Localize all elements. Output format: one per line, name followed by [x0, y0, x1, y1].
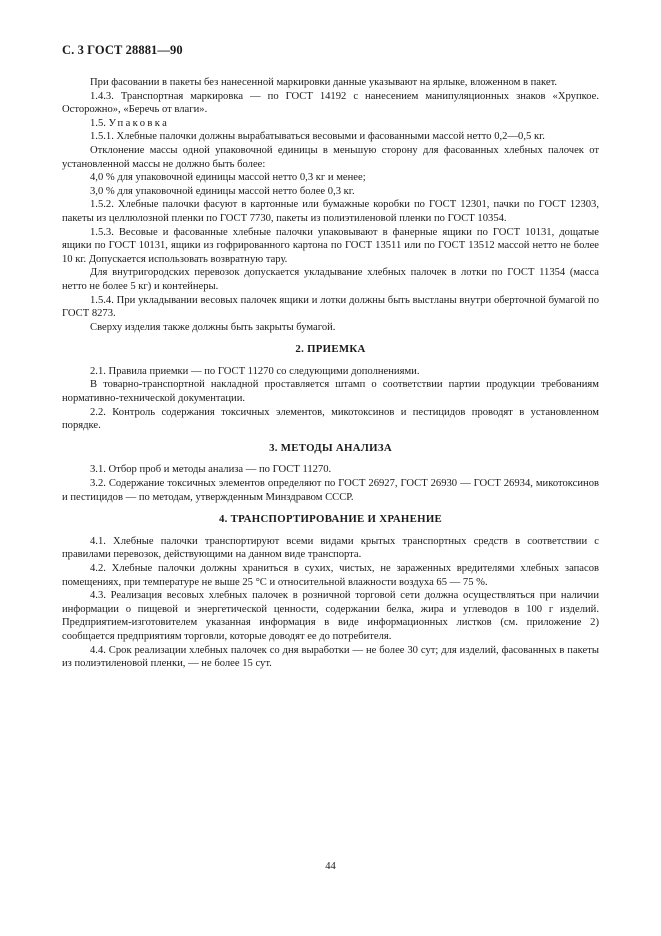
- paragraph: 1.5.3. Весовые и фасованные хлебные палочки упаковывают в фанерные ящики по ГОСТ 10131, дощатые ящики по ГОСТ 10131, ящики из гофрированного картона по ГОСТ 13511 или по ГОСТ 13512 массой нетто не более 10 кг. Допускается использовать возвратную тару.: [62, 226, 599, 265]
- paragraph: 4,0 % для упаковочной единицы массой нетто 0,3 кг и менее;: [90, 172, 366, 184]
- paragraph: Для внутригородских перевозок допускается укладывание хлебных палочек в лотки по ГОСТ 11354 (масса нетто не более 5 кг) и контейнеры.: [62, 267, 599, 292]
- paragraph: Отклонение массы одной упаковочной единицы в меньшую сторону для фасованных хлебных палочек от установленной массы не должно быть более:: [62, 144, 599, 170]
- paragraph: 4.2. Хлебные палочки должны храниться в сухих, чистых, не зараженных вредителями хлебных запасов помещениях, при температуре не выше 25 °С и относительной влажности воздуха 65 — 75 %.: [62, 563, 599, 588]
- paragraph: 1.5.4. При укладывании весовых палочек ящики и лотки должны быть выстланы внутри оберточной бумагой по ГОСТ 8273.: [62, 294, 599, 320]
- paragraph: 1.5.1. Хлебные палочки должны вырабатываться весовыми и фасованными массой нетто 0,2—0,5 кг.: [90, 131, 545, 143]
- page-header: С. 3 ГОСТ 28881—90: [62, 43, 183, 57]
- subsection-title: Упаковка: [108, 117, 170, 129]
- paragraph: 2.2. Контроль содержания токсичных элементов, микотоксинов и пестицидов проводят в установленном порядке.: [62, 406, 599, 432]
- paragraph: 4.4. Срок реализации хлебных палочек со дня выработки — не более 30 сут; для изделий, фасованных в пакеты из полиэтиленовой пленки, — не более 15 сут.: [62, 644, 599, 670]
- paragraph: 1.5.2. Хлебные палочки фасуют в картонные или бумажные коробки по ГОСТ 12301, пачки по ГОСТ 12303, пакеты из целлюлозной пленки по ГОСТ 7730, пакеты из полиэтиленовой пленки по ГОСТ 10354.: [62, 199, 599, 224]
- paragraph: 4.1. Хлебные палочки транспортируют всеми видами крытых транспортных средств в соответствии с правилами перевозок, действующими на данном виде транспорта.: [62, 535, 599, 561]
- paragraph: В товарно-транспортной накладной проставляется штамп о соответствии партии продукции требованиям нормативно-технической документации.: [62, 379, 599, 405]
- page-number: 44: [325, 861, 336, 872]
- paragraph: 1.4.3. Транспортная маркировка — по ГОСТ 14192 с нанесением манипуляционных знаков «Хрупкое. Осторожно», «Беречь от влаги».: [62, 90, 599, 116]
- section-heading-acceptance: 2. ПРИЕМКА: [295, 343, 366, 356]
- section-heading-transport: 4. ТРАНСПОРТИРОВАНИЕ И ХРАНЕНИЕ: [218, 513, 443, 526]
- subsection-heading: [62, 117, 599, 131]
- paragraph: 3,0 % для упаковочной единицы массой нетто более 0,3 кг.: [90, 185, 355, 197]
- paragraph: 3.2. Содержание токсичных элементов определяют по ГОСТ 26927, ГОСТ 26930 — ГОСТ 26934, микотоксинов и пестицидов — по методам, утвержденным Минздравом СССР.: [62, 478, 599, 503]
- paragraph: Сверху изделия также должны быть закрыты бумагой.: [90, 321, 336, 333]
- paragraph: 3.1. Отбор проб и методы анализа — по ГОСТ 11270.: [90, 464, 332, 476]
- paragraph: При фасовании в пакеты без нанесенной маркировки данные указывают на ярлыке, вложенном в пакет.: [90, 77, 558, 88]
- section-heading-methods: 3. МЕТОДЫ АНАЛИЗА: [269, 441, 392, 454]
- subsection-number: 1.5.: [90, 117, 106, 129]
- paragraph: 2.1. Правила приемки — по ГОСТ 11270 со следующими дополнениями.: [90, 365, 420, 377]
- document-body: [62, 76, 599, 671]
- paragraph: 4.3. Реализация весовых хлебных палочек в розничной торговой сети должна осуществляться при наличии информации о пищевой и энергетической ценности, содержании белка, жира и углеводов в 100 г изделий. Предприятием-изготовителем указанная информация в виде информационных листков (см. приложение 2) сообщается предприятиям торговли, которые доводят ее до потребителя.: [62, 590, 599, 642]
